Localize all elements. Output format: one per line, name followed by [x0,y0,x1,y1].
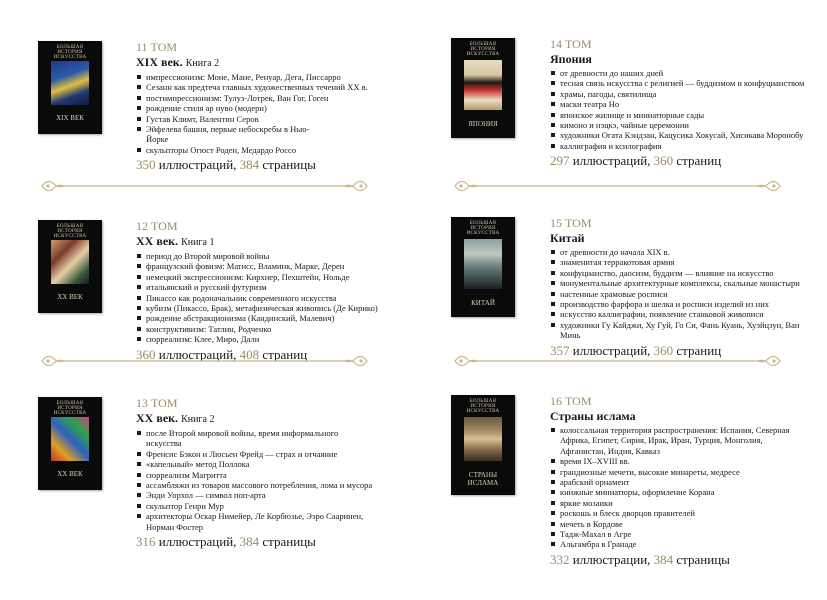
illustrations-label: иллюстраций, [158,534,237,550]
illustrations-label: иллюстраций, [158,157,237,173]
volume-title [136,412,408,426]
topic-item: скульптор Генри Мур [136,501,408,511]
pages-label: страниц [676,153,722,169]
volume-stats [136,534,408,549]
book-cover[interactable] [38,397,102,490]
cover-painting [51,417,89,461]
topic-item: Энди Уорхол — символ поп-арта [136,490,408,500]
topic-item: яркие мозаики [550,498,825,508]
pages-count: 384 [653,551,674,567]
topic-item: итальянский и русский футуризм [136,282,408,292]
topic-item: искусство каллиграфии, появление станковой живописи [550,309,825,319]
cover-title: ЯПОНИЯ [468,120,498,128]
topic-item: рождение абстракционизма (Кандинский, Малевич) [136,313,408,323]
topic-item: арабский орнамент [550,477,825,487]
pages-count: 360 [653,153,674,169]
volume-stats [136,157,408,172]
topic-item: Густав Климт, Валентин Серов [136,114,408,124]
topic-item: рождение стиля ар нуво (модерн) [136,103,408,113]
volume-title-main: Китай [550,231,585,245]
volume-title-main: Страны ислама [550,409,636,423]
topic-item: время IX–XVIII вв. [550,456,825,466]
topic-item: конфуцианство, даосизм, буддизм — влияние на искусство [550,268,825,278]
ornament-divider [451,176,784,196]
topic-item: настенные храмовые росписи [550,289,825,299]
illustrations-count: 332 [550,551,570,567]
volume-number: 15 ТОМ [550,216,592,230]
cover-series-title: БОЛЬШАЯ ИСТОРИЯ ИСКУССТВА [53,224,87,239]
volume-title [136,56,408,70]
topic-item: книжные миниатюры, оформление Корана [550,487,825,497]
cover-title: СТРАНЫ ИСЛАМА [467,471,499,487]
topic-item: маски театра Но [550,99,825,109]
topic-list [136,251,408,345]
topic-item: архитекторы Оскар Нимейер, Ле Корбюзье, Ээро Сааринен, Норман Фостер [136,511,386,532]
topic-item: Альгамбра в Гранаде [550,539,825,549]
volume-info [136,220,408,362]
ornament-divider [38,351,371,371]
volume-number: 14 ТОМ [550,37,592,51]
volume-number: 12 ТОМ [136,219,178,233]
pages-label: страницы [262,534,316,550]
illustrations-count: 357 [550,342,570,358]
volume-info [136,41,408,172]
volume-info [550,38,825,168]
illustrations-count: 316 [136,534,156,550]
volume-stats [550,153,825,168]
illustrations-label: иллюстраций, [572,342,651,358]
illustrations-label: иллюстрации, [572,551,651,567]
cover-title: XIX ВЕК [56,114,84,122]
topic-item: постимпрессионизм: Тулуз-Лотрек, Ван Гог, Гоген [136,93,408,103]
topic-item: ассамбляжи из товаров массового потребления, лома и мусора [136,480,408,490]
cover-series-title: БОЛЬШАЯ ИСТОРИЯ ИСКУССТВА [466,399,500,414]
volume-title [550,410,825,423]
topic-item: грандиозные мечети, высокие минареты, медресе [550,467,825,477]
illustrations-label: иллюстраций, [158,346,237,362]
cover-painting [464,60,502,110]
volume-title-main: Япония [550,52,592,66]
volume-subtitle: Книга 1 [181,237,215,248]
book-cover[interactable] [451,395,515,495]
topic-item: Тадж-Махал в Агре [550,529,825,539]
pages-count: 384 [239,534,260,550]
volume-subtitle: Книга 2 [181,414,215,425]
topic-item: колоссальная территория распространения: Испания, Северная Африка, Египет, Сирия, Ирак, Иран, Турция, Монголия, Афганистан, Индия, Кавказ [550,425,800,456]
pages-label: страниц [676,342,722,358]
topic-item: французский фовизм: Матисс, Вламинк, Марке, Дерен [136,261,408,271]
ornament-divider [451,351,784,371]
topic-item: Сезанн как предтеча главных художественных течений XX в. [136,82,408,92]
topic-item: сюрреализм: Клее, Миро, Дали [136,334,408,344]
illustrations-label: иллюстраций, [572,153,651,169]
pages-label: страницы [676,551,730,567]
volume-title [550,232,825,245]
volume-stats [550,552,825,567]
topic-item: кубизм (Пикассо, Брак), метафизическая живопись (Де Кирико) [136,303,408,313]
topic-item: конструктивизм: Татлин, Родченко [136,324,408,334]
pages-count: 408 [239,346,260,362]
volume-number: 11 ТОМ [136,40,178,54]
volume-title [136,235,408,249]
topic-item: импрессионизм: Моне, Мане, Ренуар, Дега, Писсарро [136,72,408,82]
cover-title: XX ВЕК [57,470,83,478]
volume-title-main: XIX век. [136,55,183,69]
topic-item: монументальные архитектурные комплексы, скальные монастыри [550,278,825,288]
cover-series-title: БОЛЬШАЯ ИСТОРИЯ ИСКУССТВА [53,45,87,60]
topic-item: Эйфелева башня, первые небоскребы в Нью-Йорке [136,124,321,145]
book-cover[interactable] [451,217,515,317]
pages-label: страниц [262,346,308,362]
topic-item: «капельный» метод Поллока [136,459,408,469]
volume-info [550,395,825,567]
topic-item: каллиграфия и ксилография [550,141,825,151]
book-cover[interactable] [38,41,102,134]
topic-list [550,68,825,151]
cover-series-title: БОЛЬШАЯ ИСТОРИЯ ИСКУССТВА [466,42,500,57]
ornament-divider [38,176,371,196]
cover-painting [464,239,502,289]
topic-item: немецкий экспрессионизм: Кирхнер, Пехштейн, Нольде [136,272,408,282]
volume-title-main: XX век. [136,234,179,248]
illustrations-count: 360 [136,346,156,362]
topic-item: после Второй мировой войны, время информального искусства [136,428,366,449]
topic-item: тесная связь искусства с религией — буддизмом и конфуцианством [550,78,825,88]
pages-label: страницы [262,157,316,173]
topic-item: японское жилище и миниатюрные сады [550,110,825,120]
volume-title-main: XX век. [136,411,179,425]
illustrations-count: 297 [550,153,570,169]
topic-item: знаменитая терракотовая армия [550,257,825,267]
topic-list [136,72,408,155]
topic-item: период до Второй мировой войны [136,251,408,261]
cover-title: XX ВЕК [57,293,83,301]
topic-item: храмы, пагоды, святилища [550,89,825,99]
topic-item: мечеть в Кордове [550,519,825,529]
topic-item: сюрреализм Магритта [136,470,408,480]
topic-list [136,428,408,532]
topic-item: Френсис Бэкон и Люсьен Фрейд — страх и отчаяние [136,449,408,459]
topic-item: художники Огата Кэндзан, Кацусика Хокусай, Хисикава Моронобу [550,130,825,140]
illustrations-count: 350 [136,157,156,173]
pages-count: 384 [239,157,260,173]
cover-painting [464,417,502,461]
volume-number: 16 ТОМ [550,394,592,408]
topic-item: скульпторы Огюст Роден, Медардо Россо [136,145,408,155]
volume-info [550,217,825,358]
pages-count: 360 [653,342,674,358]
topic-list [550,247,825,341]
volume-title [550,53,825,66]
topic-item: от древности до наших дней [550,68,825,78]
book-cover[interactable] [451,38,515,138]
topic-item: художники Гу Кайджи, Ху Гуй, Го Си, Фань Куань, Хуэйцзун, Ван Минь [550,320,800,341]
volume-info [136,397,408,549]
topic-list [550,425,825,550]
book-cover[interactable] [38,220,102,313]
topic-item: производство фарфора и шелка и росписи изделий из них [550,299,825,309]
volume-subtitle: Книга 2 [185,58,220,69]
cover-painting [51,240,89,284]
cover-title: КИТАЙ [471,299,495,307]
cover-series-title: БОЛЬШАЯ ИСТОРИЯ ИСКУССТВА [53,401,87,416]
volume-number: 13 ТОМ [136,396,178,410]
topic-item: Пикассо как родоначальник современного искусства [136,293,408,303]
cover-series-title: БОЛЬШАЯ ИСТОРИЯ ИСКУССТВА [466,221,500,236]
topic-item: от древности до начала XIX в. [550,247,825,257]
topic-item: роскошь и блеск дворцов правителей [550,508,825,518]
topic-item: кимоно и нэцкэ, чайные церемонии [550,120,825,130]
cover-painting [51,61,89,105]
